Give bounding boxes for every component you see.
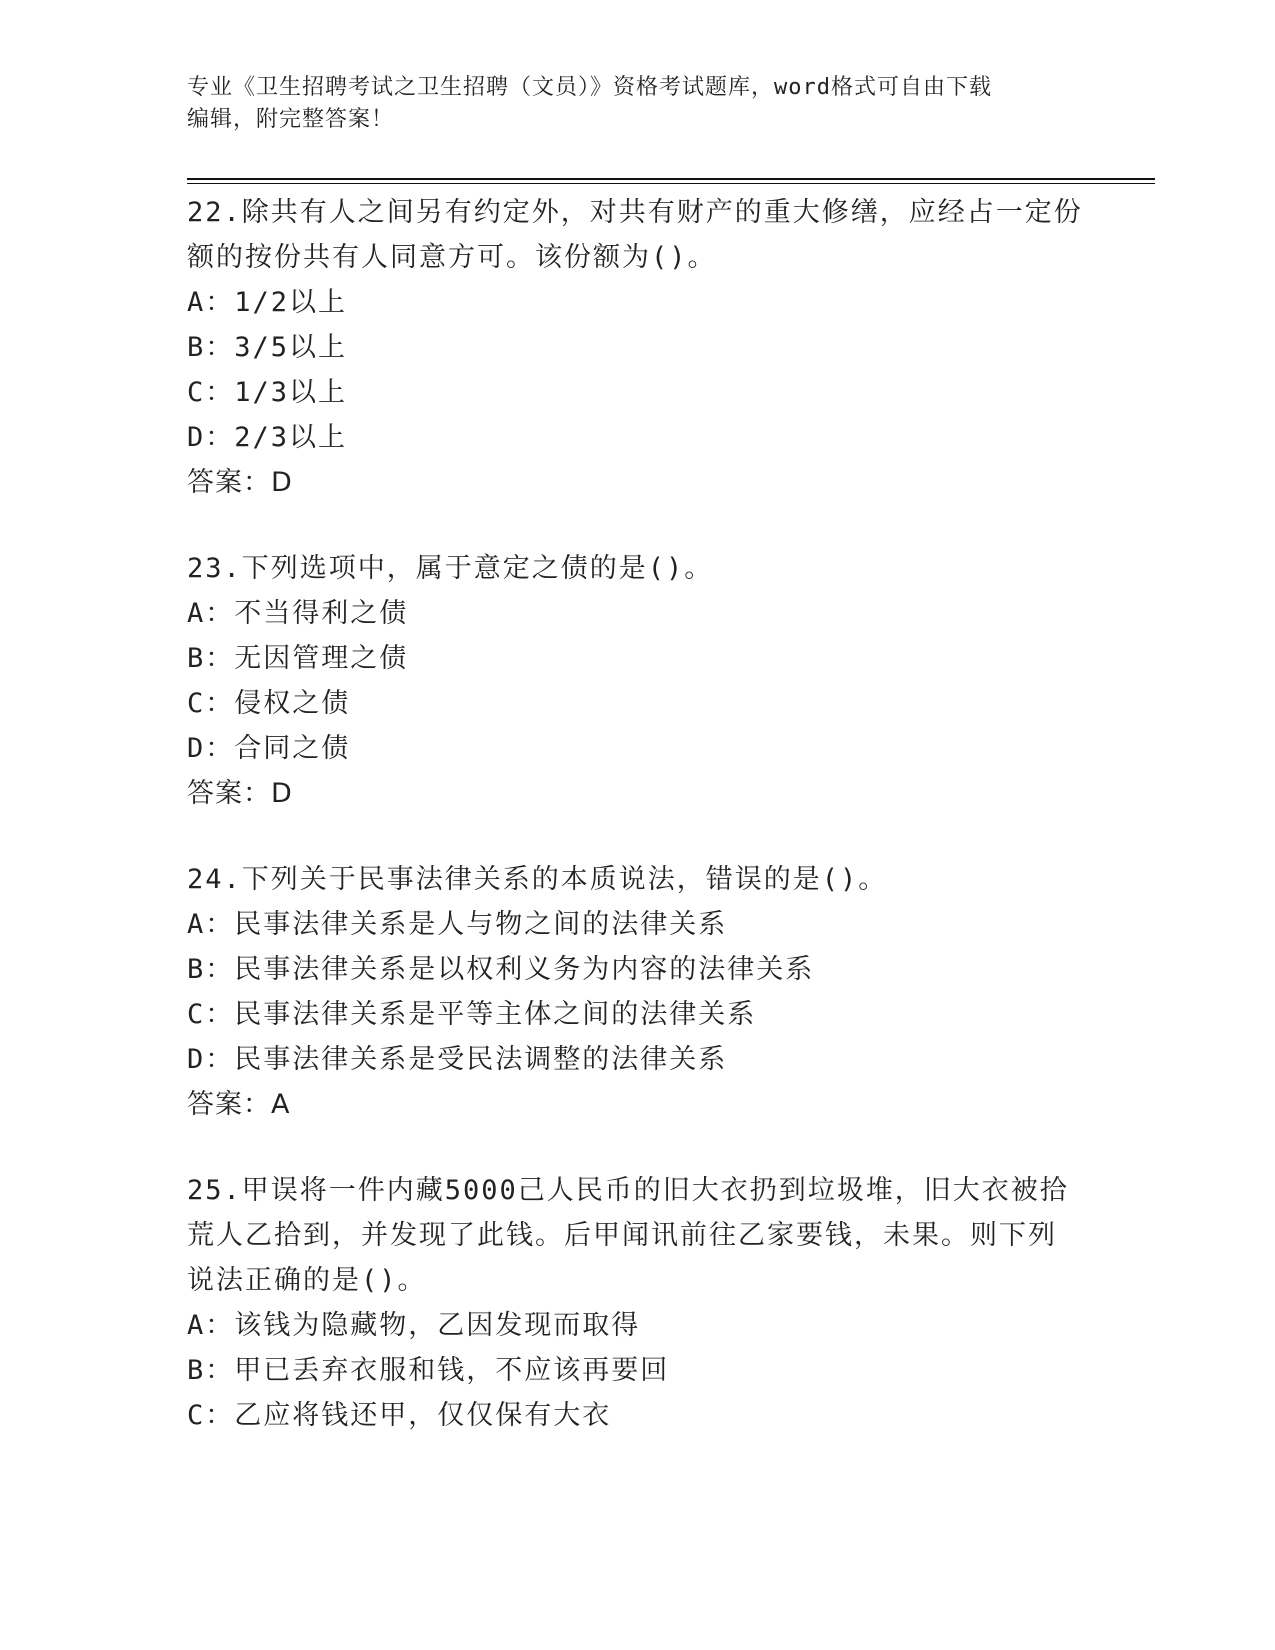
- question-stem-line: 25.甲误将一件内藏5000己人民币的旧大衣扔到垃圾堆，旧大衣被拾: [187, 1175, 1069, 1206]
- option-a: A：1/2以上: [187, 287, 348, 318]
- question-stem-line: 说法正确的是()。: [187, 1265, 427, 1296]
- option-c: C：民事法律关系是平等主体之间的法律关系: [187, 999, 757, 1030]
- option-a: A：不当得利之债: [187, 598, 409, 629]
- question-25: [187, 1168, 1087, 1438]
- option-b: B：无因管理之债: [187, 643, 409, 674]
- answer-line: 答案：D: [187, 467, 293, 498]
- option-d: D：2/3以上: [187, 422, 348, 453]
- question-23: [187, 546, 1087, 816]
- answer-line: 答案：D: [187, 778, 293, 809]
- header-line-1: 专业《卫生招聘考试之卫生招聘（文员）》资格考试题库，word格式可自由下载: [187, 75, 992, 100]
- option-b: B：甲已丢弃衣服和钱，不应该再要回: [187, 1355, 670, 1386]
- document-header: [187, 72, 1067, 136]
- question-list: [187, 190, 1087, 1479]
- option-c: C：乙应将钱还甲，仅仅保有大衣: [187, 1400, 612, 1431]
- option-d: D：合同之债: [187, 733, 351, 764]
- option-a: A：民事法律关系是人与物之间的法律关系: [187, 909, 728, 940]
- header-line-2: 编辑，附完整答案！: [187, 107, 395, 132]
- option-a: A：该钱为隐藏物，乙因发现而取得: [187, 1310, 641, 1341]
- question-stem-line: 23.下列选项中，属于意定之债的是()。: [187, 553, 714, 584]
- option-b: B：民事法律关系是以权利义务为内容的法律关系: [187, 954, 815, 985]
- question-stem-line: 22.除共有人之间另有约定外，对共有财产的重大修缮，应经占一定份: [187, 197, 1083, 228]
- question-stem-line: 荒人乙拾到，并发现了此钱。后甲闻讯前往乙家要钱，未果。则下列: [187, 1220, 1057, 1251]
- question-24: [187, 857, 1087, 1127]
- header-divider-thin: [187, 183, 1155, 184]
- question-stem-line: 24.下列关于民事法律关系的本质说法，错误的是()。: [187, 864, 888, 895]
- question-stem-line: 额的按份共有人同意方可。该份额为()。: [187, 242, 717, 273]
- answer-line: 答案：A: [187, 1089, 291, 1120]
- question-22: [187, 190, 1087, 505]
- option-c: C：侵权之债: [187, 688, 351, 719]
- option-b: B：3/5以上: [187, 332, 348, 363]
- option-c: C：1/3以上: [187, 377, 348, 408]
- option-d: D：民事法律关系是受民法调整的法律关系: [187, 1044, 728, 1075]
- header-divider-thick: [187, 178, 1155, 180]
